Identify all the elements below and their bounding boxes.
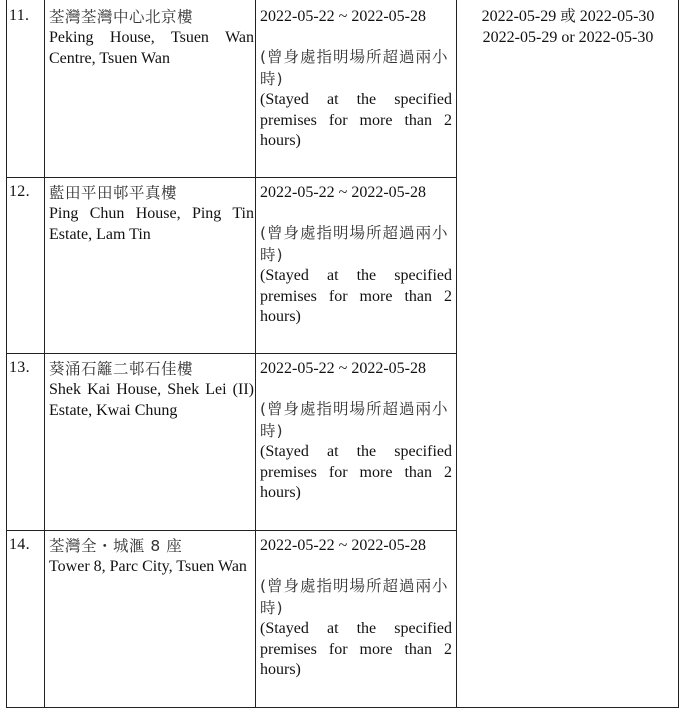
location-name-chinese: 葵涌石籬二邨石佳樓 bbox=[49, 360, 194, 378]
row-number: 14. bbox=[9, 536, 30, 553]
date-cell bbox=[260, 358, 452, 504]
date-range: 2022-05-22 ~ 2022-05-28 bbox=[260, 8, 426, 25]
location-name-english: Peking House, Tsuen Wan Centre, Tsuen Wan bbox=[49, 29, 254, 67]
column-divider bbox=[456, 0, 457, 708]
date-range: 2022-05-22 ~ 2022-05-28 bbox=[260, 184, 426, 201]
date-cell bbox=[260, 535, 452, 681]
location-name-english: Ping Chun House, Ping Tin Estate, Lam Tin bbox=[49, 205, 254, 243]
row-divider bbox=[6, 530, 457, 531]
location-name-chinese: 藍田平田邨平真樓 bbox=[49, 184, 178, 202]
location-cell bbox=[49, 535, 254, 578]
test-date-second: 2022-05-30 bbox=[579, 8, 655, 25]
stay-note-english: (Stayed at the specified premises for more than 2 hours) bbox=[260, 443, 452, 501]
stay-note-chinese: (曾身處指明場所超過兩小時) bbox=[260, 577, 449, 617]
or-conjunction-chinese: 或 bbox=[560, 7, 576, 25]
row-divider bbox=[6, 177, 457, 178]
location-cell bbox=[49, 182, 254, 245]
location-name-chinese: 荃灣荃灣中心北京樓 bbox=[49, 8, 194, 26]
table-border-left bbox=[6, 0, 7, 708]
stay-note-english: (Stayed at the specified premises for more than 2 hours) bbox=[260, 620, 452, 678]
date-range: 2022-05-22 ~ 2022-05-28 bbox=[260, 360, 426, 377]
row-divider bbox=[6, 353, 457, 354]
stay-note-english: (Stayed at the specified premises for more than 2 hours) bbox=[260, 267, 452, 325]
table-border-right bbox=[678, 0, 679, 708]
location-cell bbox=[49, 358, 254, 421]
row-number: 11. bbox=[9, 7, 30, 24]
test-date-first: 2022-05-29 bbox=[481, 8, 557, 25]
stay-note-english: (Stayed at the specified premises for more than 2 hours) bbox=[260, 91, 452, 149]
location-name-english: Tower 8, Parc City, Tsuen Wan bbox=[49, 558, 247, 575]
date-range: 2022-05-22 ~ 2022-05-28 bbox=[260, 537, 426, 554]
date-cell bbox=[260, 6, 452, 152]
date-cell bbox=[260, 182, 452, 328]
stay-note-chinese: (曾身處指明場所超過兩小時) bbox=[260, 224, 449, 264]
test-dates-english-line: 2022-05-29 or 2022-05-30 bbox=[482, 29, 654, 46]
row-number: 13. bbox=[9, 359, 30, 376]
table-border-bottom bbox=[6, 707, 679, 708]
location-name-english: Shek Kai House, Shek Lei (II) Estate, Kwai Chung bbox=[49, 381, 254, 419]
location-cell bbox=[49, 6, 254, 69]
row-number: 12. bbox=[9, 183, 30, 200]
stay-note-chinese: (曾身處指明場所超過兩小時) bbox=[260, 400, 449, 440]
test-dates-chinese-line bbox=[462, 6, 674, 27]
column-divider bbox=[44, 0, 45, 708]
test-dates-cell bbox=[462, 6, 674, 48]
location-name-chinese: 荃灣全・城滙 8 座 bbox=[49, 537, 183, 555]
column-divider bbox=[255, 0, 256, 708]
stay-note-chinese: (曾身處指明場所超過兩小時) bbox=[260, 48, 449, 88]
